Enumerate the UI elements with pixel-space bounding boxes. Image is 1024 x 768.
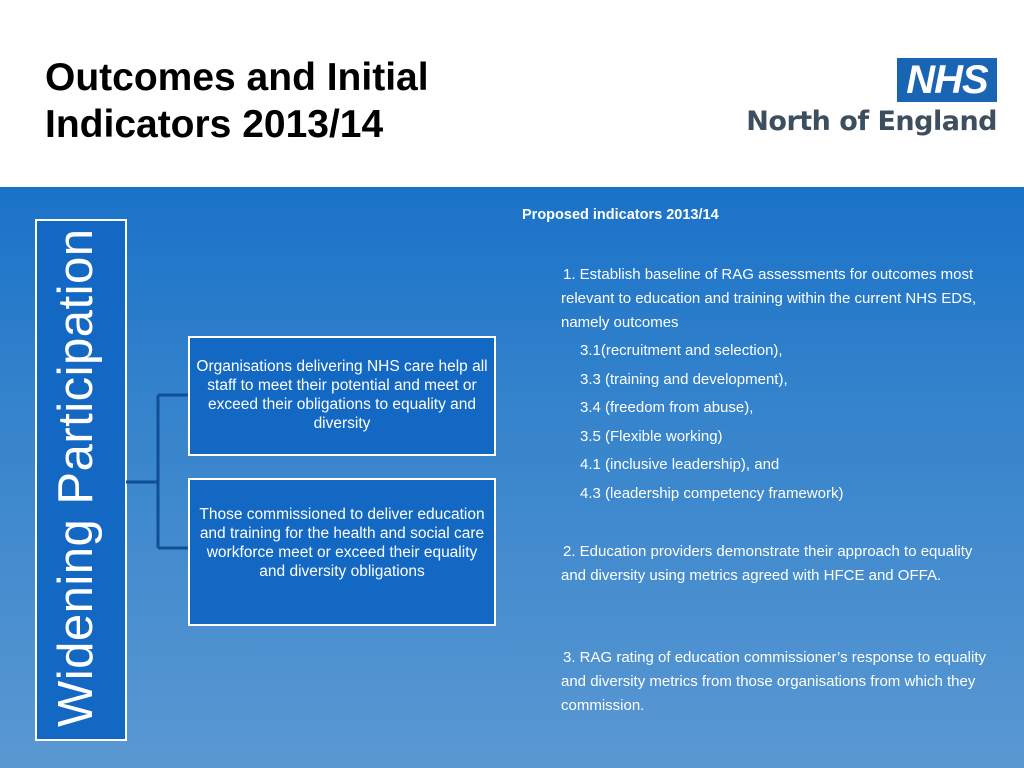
bracket-connector xyxy=(126,340,190,630)
outcome-text-1: Organisations delivering NHS care help all staff to meet their potential and meet or exceed their obligations to equality and diversity xyxy=(196,358,488,432)
nhs-logo-region: North of England xyxy=(746,106,997,137)
indicator-1-sub-item: 3.4 (freedom from abuse), xyxy=(580,399,754,416)
indicator-3: 3. RAG rating of education commissioner’s response to equality and diversity metrics from those organisations from which they commission. xyxy=(561,649,986,714)
nhs-logo xyxy=(720,56,1000,148)
outcome-box-1 xyxy=(188,336,496,456)
indicator-1-sub-item: 3.5 (Flexible working) xyxy=(580,428,723,445)
indicator-1-sub-item: 3.1(recruitment and selection), xyxy=(580,342,783,359)
indicator-1: 1. Establish baseline of RAG assessments for outcomes most relevant to education and training within the current NHS EDS, namely outcomes xyxy=(561,266,977,331)
slide-title: Outcomes and Initial Indicators 2013/14 xyxy=(45,56,429,146)
outcome-box-2 xyxy=(188,478,496,626)
indicators-heading: Proposed indicators 2013/14 xyxy=(522,207,719,223)
outcome-text-2: Those commissioned to deliver education and training for the health and social care workforce meet or exceed their equality and diversity obligations xyxy=(199,506,485,580)
indicator-1-sub-item: 4.3 (leadership competency framework) xyxy=(580,485,844,502)
indicator-2: 2. Education providers demonstrate their approach to equality and diversity using metrics agreed with HFCE and OFFA. xyxy=(561,543,973,584)
nhs-logo-mark: NHS xyxy=(897,58,997,102)
indicator-1-sub-item: 3.3 (training and development), xyxy=(580,371,788,388)
vertical-label-text: Widening Participation xyxy=(49,228,103,727)
slide-header xyxy=(0,0,1024,187)
indicator-1-sub-item: 4.1 (inclusive leadership), and xyxy=(580,456,780,473)
